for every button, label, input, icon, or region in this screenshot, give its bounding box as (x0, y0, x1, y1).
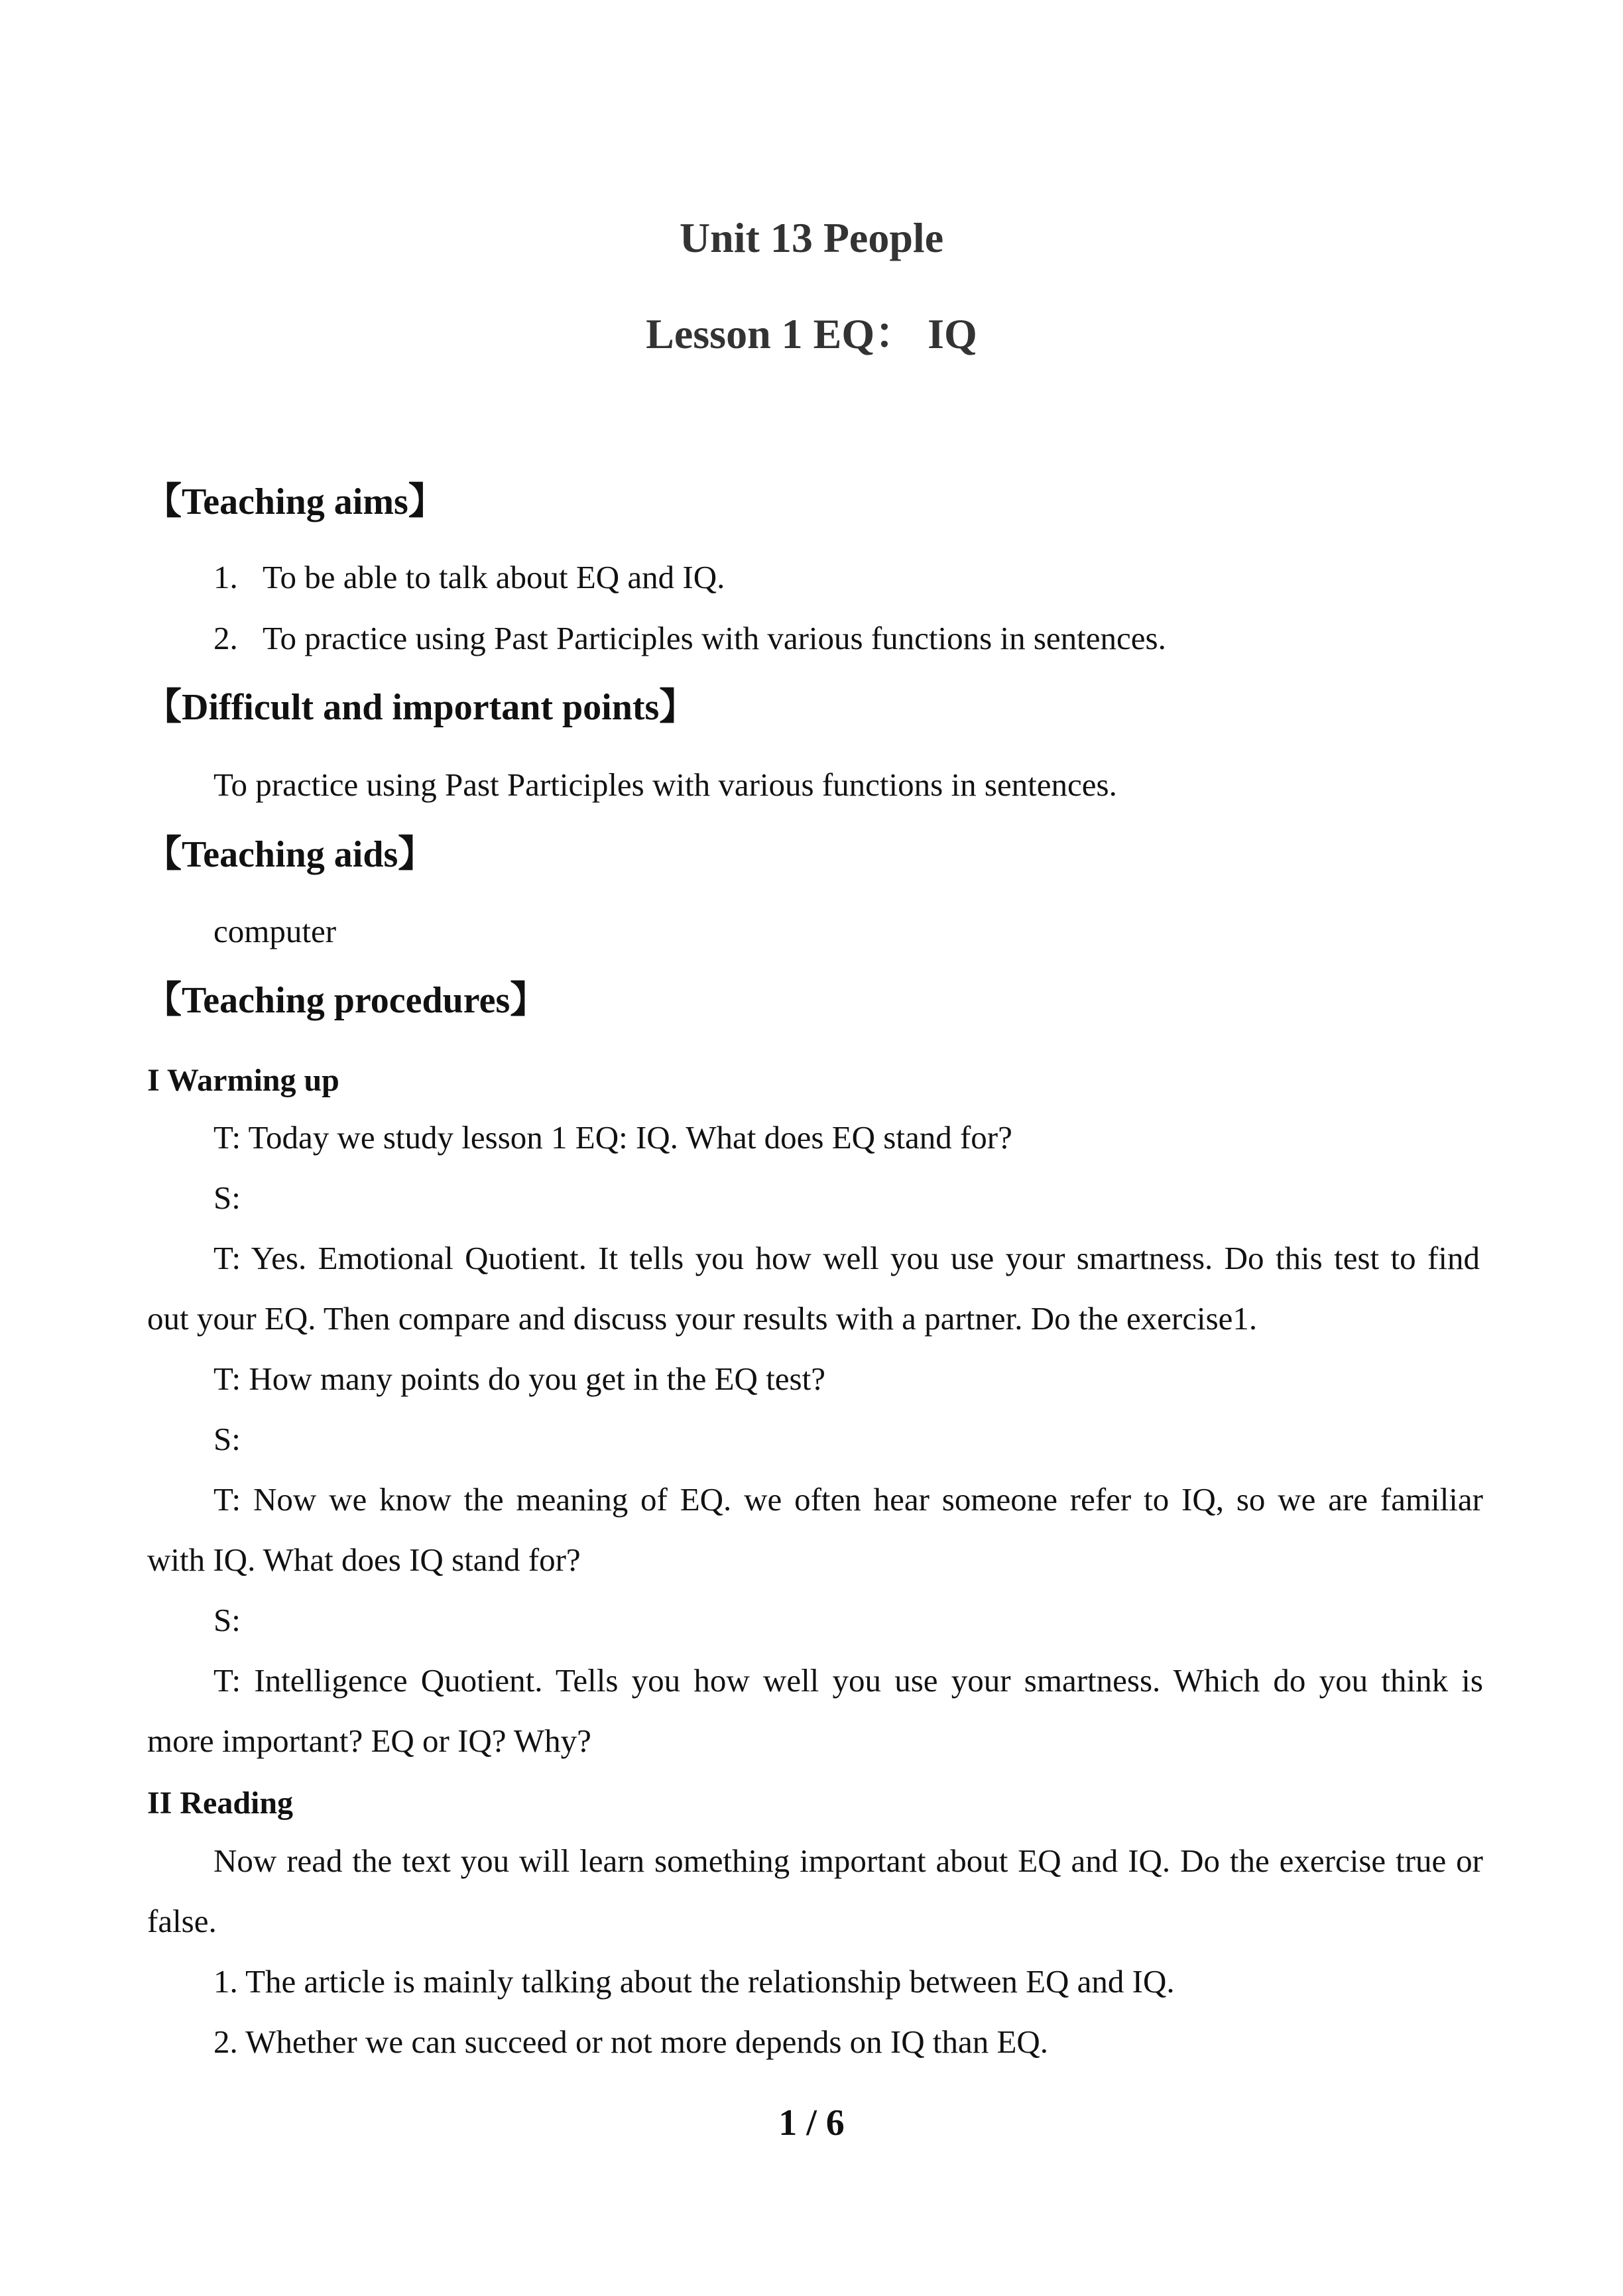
dialogue-line: with IQ. What does IQ stand for? (147, 1541, 581, 1578)
list-text: To be able to talk about EQ and IQ. (263, 559, 725, 595)
dialogue-line: T: Yes. Emotional Quotient. It tells you how well you use your smartness. Do this test to find (213, 1240, 1480, 1276)
teaching-aids-text: computer (213, 913, 337, 949)
unit-title: Unit 13 People (679, 214, 944, 261)
dialogue-line: T: Today we study lesson 1 EQ: IQ. What does EQ stand for? (213, 1119, 1012, 1156)
warming-up-heading: I Warming up (147, 1063, 339, 1098)
teaching-aims-heading: 【Teaching aims】 (145, 481, 446, 522)
page-number: 1 / 6 (778, 2102, 845, 2144)
dialogue-line: T: How many points do you get in the EQ test? (213, 1360, 825, 1397)
reading-line: 1. The article is mainly talking about the relationship between EQ and IQ. (213, 1963, 1175, 2000)
list-text: To practice using Past Participles with various functions in sentences. (263, 620, 1166, 656)
aims-list-item-1 (213, 558, 725, 596)
aims-list-item-2 (213, 619, 1166, 657)
teaching-aids-heading: 【Teaching aids】 (145, 834, 436, 875)
lesson-title: Lesson 1 EQ： IQ (646, 310, 977, 357)
list-number: 2. (213, 620, 238, 656)
list-number: 1. (213, 559, 238, 595)
dialogue-line: out your EQ. Then compare and discuss your results with a partner. Do the exercise1. (147, 1300, 1258, 1337)
difficult-points-heading: 【Difficult and important points】 (145, 687, 697, 728)
dialogue-line: T: Now we know the meaning of EQ. we often hear someone refer to IQ, so we are familiar (213, 1481, 1483, 1518)
dialogue-line: S: (213, 1179, 241, 1216)
reading-heading: II Reading (147, 1785, 294, 1821)
difficult-points-text: To practice using Past Participles with various functions in sentences. (213, 766, 1117, 803)
dialogue-line: more important? EQ or IQ? Why? (147, 1722, 591, 1759)
dialogue-line: S: (213, 1421, 241, 1457)
teaching-procedures-heading: 【Teaching procedures】 (145, 980, 548, 1021)
reading-line: Now read the text you will learn something important about EQ and IQ. Do the exercise true or (213, 1843, 1483, 1879)
reading-line: false. (147, 1903, 217, 1939)
dialogue-line: S: (213, 1602, 241, 1638)
reading-line: 2. Whether we can succeed or not more depends on IQ than EQ. (213, 2024, 1049, 2060)
dialogue-line: T: Intelligence Quotient. Tells you how well you use your smartness. Which do you think is (213, 1662, 1483, 1699)
